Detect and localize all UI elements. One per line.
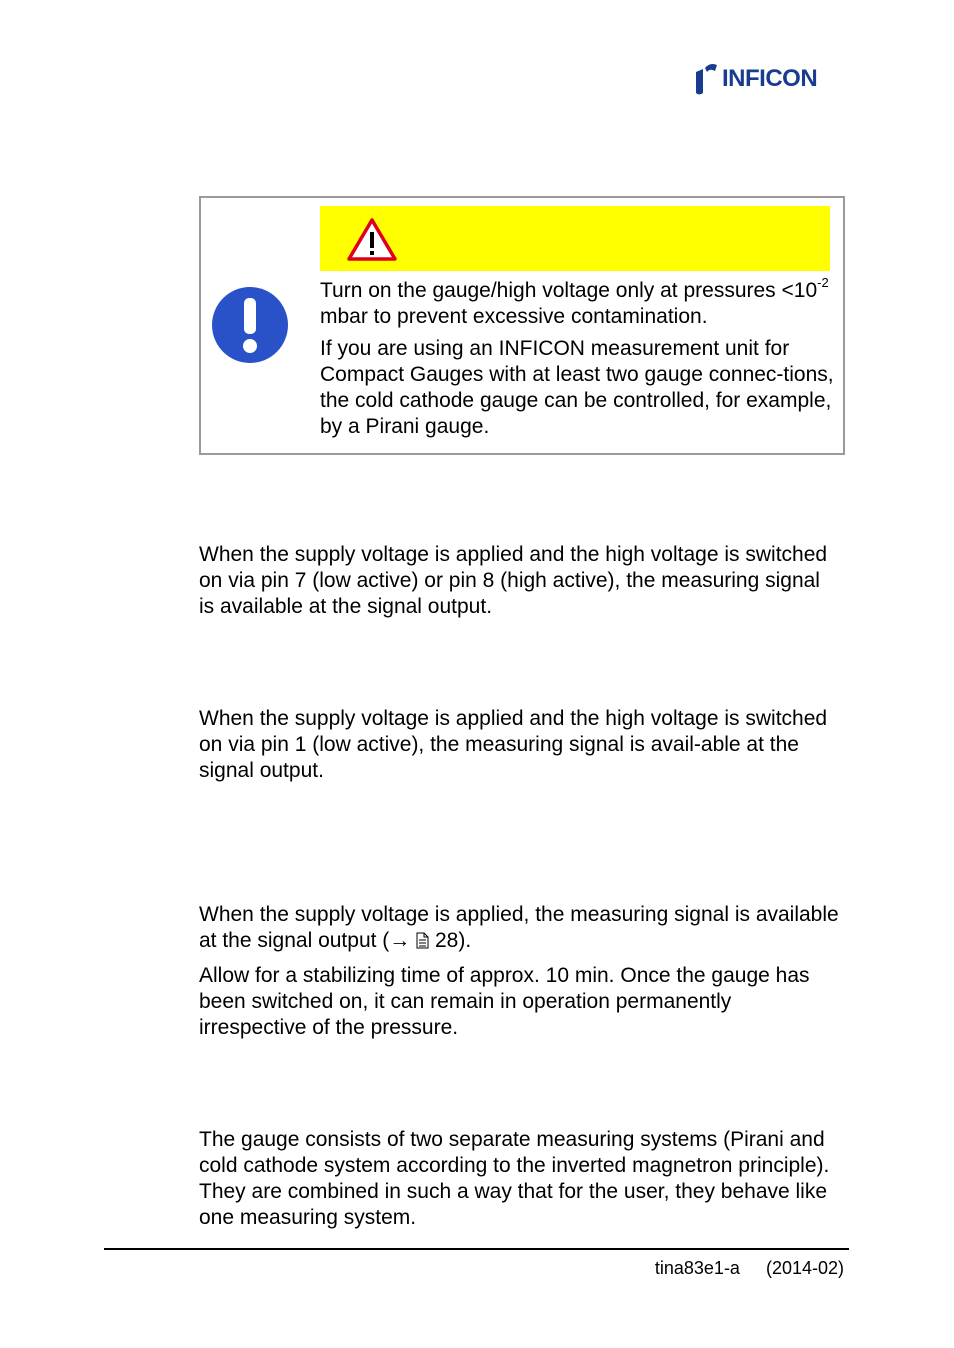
footer-doc-id: tina83e1-a [654,1258,740,1278]
paragraph-pin1: When the supply voltage is applied and the high voltage is switched on via pin 1 (low active), the measuring signal is avail-able at the signal output. [199,707,828,782]
paragraph-stabilizing-time: Allow for a stabilizing time of approx. 10 min. Once the gauge has been switched on, it can remain in operation permanently irrespective of the pressure. [199,964,810,1039]
caution-p1-before: Turn on the gauge/high voltage only at pressures <10 [320,279,818,302]
footer-date: (2014-02) [765,1258,844,1278]
paragraph-pin7-pin8: When the supply voltage is applied and the high voltage is switched on via pin 7 (low active) or pin 8 (high active), the measuring signal is available at the signal output. [199,543,828,618]
footer-divider [104,1248,849,1250]
caution-text [320,275,835,446]
page-reference-number[interactable]: 28 [429,929,459,952]
p3-after: ). [458,929,472,952]
footer [655,1257,844,1279]
caution-bar [320,206,830,271]
warning-triangle-icon [346,217,398,262]
paragraph-supply-voltage [199,902,839,954]
logo-text: INFICON [722,65,818,92]
caution-p1-after: mbar to prevent excessive contamination. [320,305,708,328]
caution-paragraph-1 [320,275,835,330]
inficon-logo [694,62,817,96]
caution-box [199,196,845,455]
arrow-icon: → [389,929,411,952]
page-reference-icon[interactable] [416,932,429,949]
inficon-logo-mark-icon [694,62,718,96]
paragraph-measuring-systems: The gauge consists of two separate measuring systems (Pirani and cold cathode system according to the inverted magnetron principle). They are combined in such a way that for the user, they behave like one measuring system. [199,1128,830,1229]
p3-before: When the supply voltage is applied, the measuring signal is available at the signal output ( [199,903,839,952]
caution-p1-exponent: -2 [817,275,829,290]
caution-paragraph-2: If you are using an INFICON measurement unit for Compact Gauges with at least two gauge connec-tions, the cold cathode gauge can be controlled, for example, by a Pirani gauge. [320,337,834,438]
exclamation-circle-icon [211,286,289,364]
